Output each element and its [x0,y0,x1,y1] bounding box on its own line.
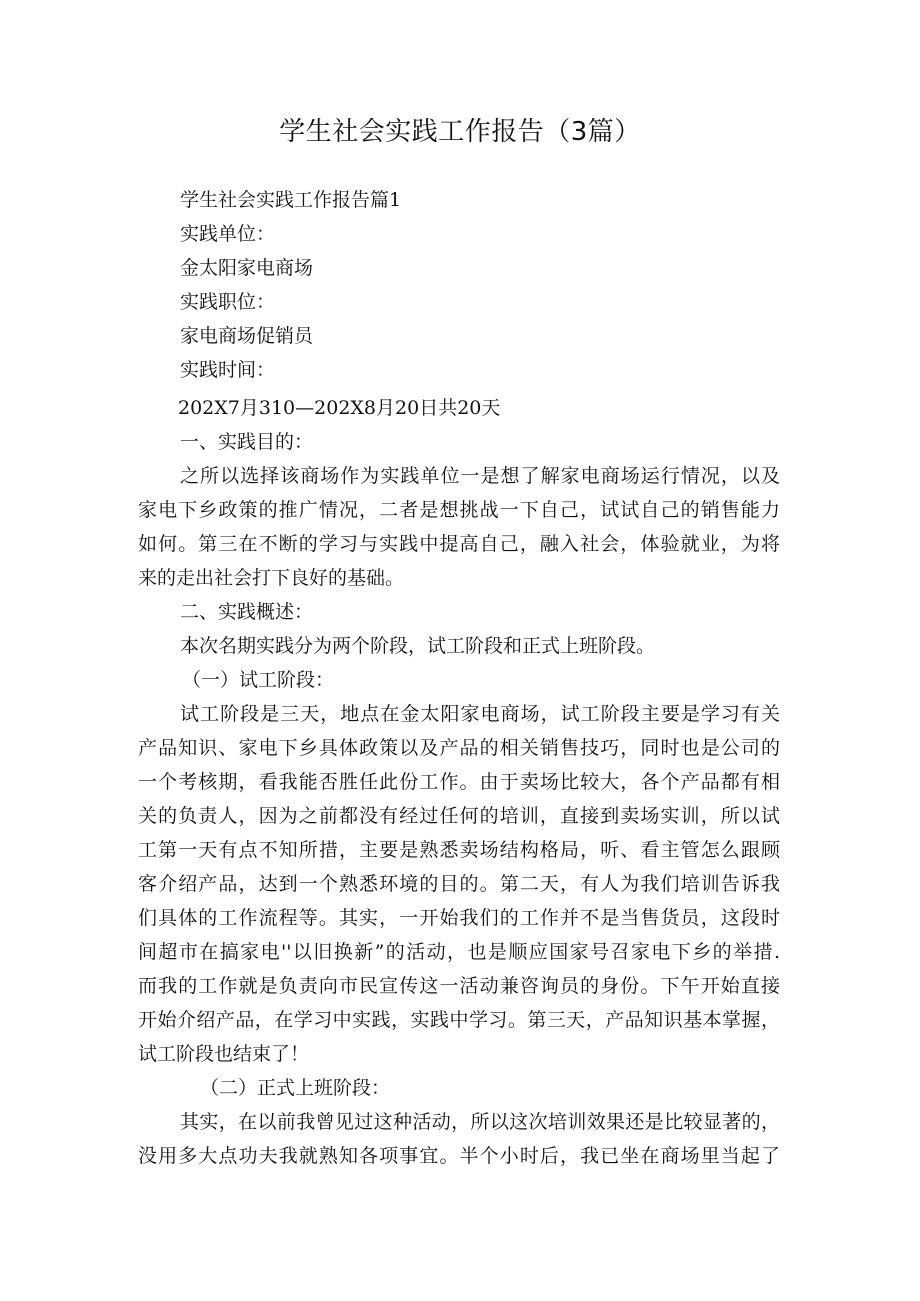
paragraph-line: 家电商场促销员 [180,325,314,347]
paragraph-line: 之所以选择该商场作为实践单位一是想了解家电商场运行情况，以及 [180,465,780,487]
paragraph-line: 实践时间： [180,359,276,381]
section-heading: 二、实践概述： [180,601,314,623]
paragraph-line: 来的走出社会打下良好的基础。 [138,567,405,589]
paragraph-line: 而我的工作就是负责向市民宣传这一活动兼咨询员的身份。下午开始直接 [138,975,780,997]
paragraph-line: 202X7月310—202X8月20日共20天 [178,397,501,419]
document-title: 学生社会实践工作报告（3篇） [279,117,641,147]
section-heading-part1: 学生社会实践工作报告篇1 [180,189,402,211]
paragraph-line: 产品知识、家电下乡具体政策以及产品的相关销售技巧，同时也是公司的 [138,737,780,759]
paragraph-line: 试工阶段也结束了！ [138,1043,310,1065]
paragraph-line: 金太阳家电商场 [180,257,314,279]
subsection-heading: （二）正式上班阶段： [200,1077,391,1099]
paragraph-line: 实践单位： [180,223,276,245]
paragraph-line: 家电下乡政策的推广情况，二者是想挑战一下自己，试试自己的销售能力 [138,499,780,521]
paragraph-line: 间超市在搞家电''以旧换新”的活动，也是顺应国家号召家电下乡的举措. [138,941,780,963]
paragraph-line: 其实，在以前我曾见过这种活动，所以这次培训效果还是比较显著的， [180,1111,780,1133]
paragraph-line: 关的负责人，因为之前都没有经过任何的培训，直接到卖场实训，所以试 [138,805,780,827]
paragraph-line: 们具体的工作流程等。其实，一开始我们的工作并不是当售货员，这段时 [138,907,780,929]
paragraph-line: 实践职位： [180,291,276,313]
paragraph-line: 一个考核期，看我能否胜任此份工作。由于卖场比较大，各个产品都有相 [138,771,780,793]
paragraph-line: 本次名期实践分为两个阶段，试工阶段和正式上班阶段。 [180,635,656,657]
paragraph-line: 如何。第三在不断的学习与实践中提高自己，融入社会，体验就业，为将 [138,533,780,555]
paragraph-line: 客介绍产品，达到一个熟悉环境的目的。第二天，有人为我们培训告诉我 [138,873,780,895]
paragraph-line: 试工阶段是三天，地点在金太阳家电商场，试工阶段主要是学习有关 [180,703,780,725]
paragraph-line: 没用多大点功夫我就熟知各项事宜。半个小时后，我已坐在商场里当起了 [138,1145,780,1167]
subsection-heading: （一）试工阶段： [182,669,335,691]
paragraph-line: 开始介绍产品，在学习中实践，实践中学习。第三天，产品知识基本掌握， [138,1009,780,1031]
paragraph-line: 工第一天有点不知所措，主要是熟悉卖场结构格局，听、看主管怎么跟顾 [138,839,780,861]
section-heading: 一、实践目的： [180,431,314,453]
